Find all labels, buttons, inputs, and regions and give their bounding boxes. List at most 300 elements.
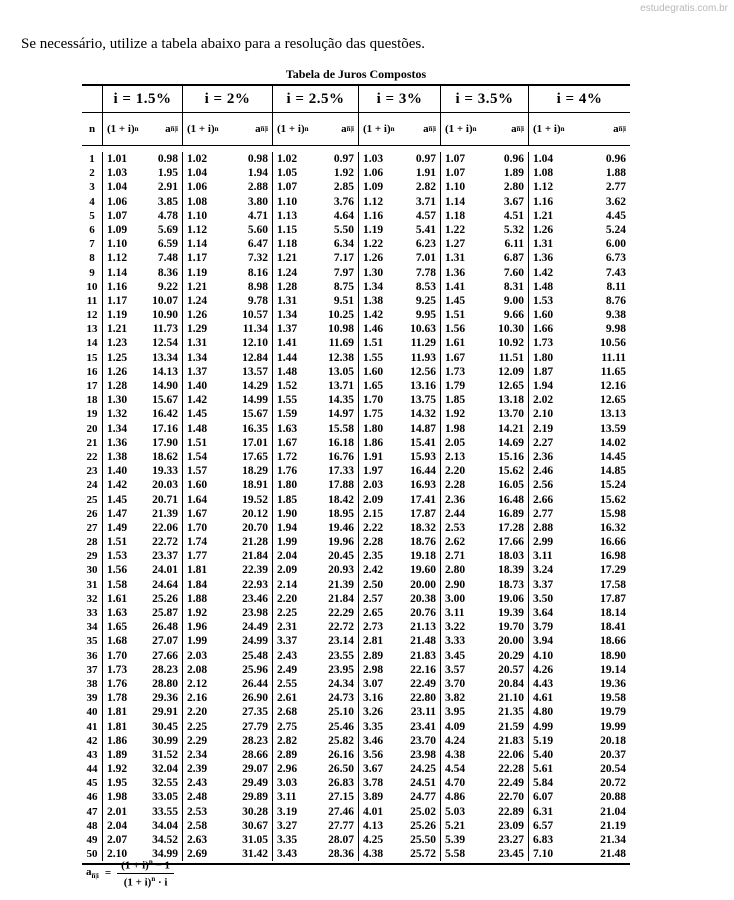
- n-cell: 18: [86, 394, 98, 407]
- factor-cell: 4.26: [533, 663, 554, 676]
- annuity-cell: 21.83: [410, 649, 436, 662]
- factor-cell: 5.19: [533, 734, 554, 747]
- annuity-cell: 27.66: [152, 649, 178, 662]
- annuity-cell: 10.90: [152, 309, 178, 322]
- annuity-cell: 10.98: [328, 323, 354, 336]
- factor-cell: 5.39: [445, 834, 466, 846]
- factor-cell: 3.64: [533, 607, 554, 619]
- annuity-cell: 28.07: [328, 834, 354, 846]
- factor-cell: 2.09: [277, 564, 298, 577]
- factor-cell: 1.14: [107, 266, 128, 279]
- factor-cell: 2.01: [107, 805, 128, 818]
- factor-cell: 1.66: [533, 323, 554, 336]
- n-cell: 7: [89, 238, 95, 251]
- annuity-cell: 21.19: [600, 819, 626, 832]
- annuity-cell: 21.84: [328, 592, 354, 605]
- annuity-cell: 20.00: [498, 635, 524, 648]
- annuity-header-sub: n̅|i: [346, 125, 354, 133]
- annuity-cell: 21.48: [410, 635, 436, 648]
- factor-cell: 4.01: [363, 805, 384, 818]
- factor-cell: 1.42: [533, 266, 554, 279]
- annuity-cell: 18.73: [498, 578, 524, 591]
- factor-cell: 3.37: [277, 635, 298, 648]
- annuity-cell: 11.93: [410, 351, 436, 364]
- annuity-cell: 22.29: [328, 607, 354, 619]
- annuity-cell: 11.65: [600, 365, 626, 378]
- factor-cell: 1.10: [445, 181, 466, 194]
- factor-cell: 1.96: [187, 621, 208, 634]
- column-header-group: [358, 113, 440, 145]
- annuity-cell: 17.29: [600, 564, 626, 577]
- annuity-cell: 14.21: [498, 422, 524, 435]
- factor-cell: 1.37: [187, 365, 208, 378]
- annuity-cell: 7.97: [333, 266, 354, 279]
- annuity-cell: 7.43: [605, 266, 626, 279]
- n-cell: 5: [89, 209, 95, 222]
- factor-cell: 1.02: [277, 153, 298, 165]
- n-cell: 2: [89, 167, 95, 180]
- factor-cell: 1.99: [277, 536, 298, 549]
- factor-cell: 1.70: [187, 521, 208, 534]
- factor-cell: 2.14: [277, 578, 298, 591]
- annuity-column: [398, 152, 440, 861]
- annuity-cell: 20.03: [152, 479, 178, 492]
- n-cell: 12: [86, 309, 98, 322]
- annuity-cell: 21.83: [498, 734, 524, 747]
- factor-cell: 1.85: [445, 394, 466, 407]
- annuity-cell: 4.57: [415, 209, 436, 222]
- factor-cell: 2.36: [445, 493, 466, 506]
- annuity-cell: 14.02: [600, 436, 626, 449]
- rate-column-group: [358, 152, 440, 861]
- factor-cell: 3.33: [445, 635, 466, 648]
- annuity-cell: 17.58: [600, 578, 626, 591]
- annuity-cell: 17.28: [498, 521, 524, 534]
- annuity-cell: 23.14: [328, 635, 354, 648]
- factor-cell: 1.53: [107, 550, 128, 563]
- factor-cell: 3.35: [277, 834, 298, 846]
- annuity-cell: 24.99: [242, 635, 268, 648]
- annuity-cell: 30.67: [242, 819, 268, 832]
- annuity-cell: 1.89: [503, 167, 524, 180]
- factor-cell: 3.70: [445, 677, 466, 690]
- annuity-cell: 33.05: [152, 791, 178, 804]
- annuity-cell: 16.18: [328, 436, 354, 449]
- factor-cell: 1.57: [187, 465, 208, 478]
- factor-cell: 1.95: [107, 777, 128, 790]
- annuity-header-label: a: [165, 123, 171, 135]
- factor-cell: 1.67: [445, 351, 466, 364]
- annuity-cell: 20.76: [410, 607, 436, 619]
- annuity-cell: 14.99: [242, 394, 268, 407]
- factor-cell: 2.81: [363, 635, 384, 648]
- annuity-header-sub: n̅|i: [428, 125, 436, 133]
- n-cell: 45: [86, 777, 98, 790]
- annuity-cell: 20.37: [600, 748, 626, 761]
- annuity-cell: 15.41: [410, 436, 436, 449]
- factor-cell: 1.55: [277, 394, 298, 407]
- n-cell: 13: [86, 323, 98, 336]
- factor-cell: 1.21: [533, 209, 554, 222]
- factor-cell: 2.42: [363, 564, 384, 577]
- factor-cell: 3.27: [277, 819, 298, 832]
- annuity-cell: 14.87: [410, 422, 436, 435]
- annuity-cell: 11.73: [152, 323, 178, 336]
- annuity-cell: 22.06: [152, 521, 178, 534]
- annuity-cell: 25.96: [242, 663, 268, 676]
- annuity-cell: 12.09: [498, 365, 524, 378]
- factor-cell: 1.12: [107, 252, 128, 265]
- rate-header: i = 3.5%: [440, 86, 528, 112]
- factor-column: [103, 152, 141, 861]
- annuity-cell: 23.11: [410, 706, 436, 719]
- annuity-cell: 3.71: [415, 195, 436, 208]
- factor-cell: 4.13: [363, 819, 384, 832]
- annuity-cell: 8.36: [157, 266, 178, 279]
- annuity-cell: 7.17: [333, 252, 354, 265]
- annuity-cell: 11.69: [328, 337, 354, 350]
- factor-cell: 1.72: [277, 450, 298, 463]
- factor-cell: 3.19: [277, 805, 298, 818]
- annuity-cell: 27.15: [328, 791, 354, 804]
- factor-cell: 3.45: [445, 649, 466, 662]
- annuity-cell: 6.11: [504, 238, 524, 251]
- n-cell: 29: [86, 550, 98, 563]
- factor-cell: 1.53: [533, 294, 554, 307]
- annuity-cell: 21.10: [498, 692, 524, 705]
- n-cell: 44: [86, 763, 98, 776]
- factor-cell: 1.47: [107, 507, 128, 520]
- n-cell: 11: [86, 294, 98, 307]
- factor-cell: 1.31: [445, 252, 466, 265]
- factor-cell: 1.41: [277, 337, 298, 350]
- annuity-cell: 18.03: [498, 550, 524, 563]
- n-cell: 36: [86, 649, 98, 662]
- factor-cell: 1.36: [445, 266, 466, 279]
- factor-header: [529, 113, 584, 145]
- annuity-cell: 25.02: [410, 805, 436, 818]
- factor-cell: 1.86: [363, 436, 384, 449]
- table-title: Tabela de Juros Compostos: [285, 67, 427, 81]
- n-cell: 10: [86, 280, 98, 293]
- annuity-cell: 5.24: [605, 223, 626, 236]
- factor-cell: 4.25: [363, 834, 384, 846]
- annuity-cell: 21.39: [152, 507, 178, 520]
- n-cell: 35: [86, 635, 98, 648]
- factor-cell: 2.61: [277, 692, 298, 705]
- annuity-cell: 27.79: [242, 720, 268, 733]
- annuity-cell: 4.51: [503, 209, 524, 222]
- annuity-cell: 34.99: [152, 848, 178, 861]
- annuity-cell: 17.16: [152, 422, 178, 435]
- factor-cell: 2.58: [187, 819, 208, 832]
- annuity-cell: 11.11: [601, 351, 626, 364]
- table-body: [82, 146, 630, 863]
- factor-cell: 1.28: [277, 280, 298, 293]
- factor-cell: 1.06: [363, 167, 384, 180]
- factor-header-label: (1 + i): [445, 123, 473, 135]
- factor-cell: 4.24: [445, 734, 466, 747]
- factor-cell: 2.10: [107, 848, 128, 861]
- annuity-cell: 29.91: [152, 706, 178, 719]
- annuity-cell: 24.77: [410, 791, 436, 804]
- factor-cell: 1.42: [187, 394, 208, 407]
- factor-cell: 2.28: [363, 536, 384, 549]
- factor-cell: 4.43: [533, 677, 554, 690]
- factor-cell: 3.24: [533, 564, 554, 577]
- factor-cell: 1.85: [277, 493, 298, 506]
- annuity-cell: 21.34: [600, 834, 626, 846]
- annuity-cell: 20.18: [600, 734, 626, 747]
- annuity-cell: 8.75: [333, 280, 354, 293]
- annuity-cell: 25.26: [152, 592, 178, 605]
- annuity-cell: 17.87: [600, 592, 626, 605]
- annuity-cell: 15.98: [600, 507, 626, 520]
- rate-header: i = 3%: [358, 86, 440, 112]
- annuity-cell: 27.46: [328, 805, 354, 818]
- annuity-cell: 9.66: [503, 309, 524, 322]
- annuity-cell: 15.62: [498, 465, 524, 478]
- intro-text: Se necessário, utilize a tabela abaixo para a resolução das questões.: [21, 36, 425, 52]
- factor-cell: 1.51: [187, 436, 208, 449]
- factor-cell: 2.63: [187, 834, 208, 846]
- rate-header-row: [82, 86, 630, 113]
- annuity-header-label: a: [613, 123, 619, 135]
- annuity-cell: 22.28: [498, 763, 524, 776]
- factor-header-exp: n: [304, 125, 309, 133]
- factor-cell: 1.76: [277, 465, 298, 478]
- annuity-cell: 18.66: [600, 635, 626, 648]
- factor-cell: 1.38: [107, 450, 128, 463]
- annuity-cell: 26.83: [328, 777, 354, 790]
- annuity-cell: 25.87: [152, 607, 178, 619]
- annuity-cell: 30.45: [152, 720, 178, 733]
- annuity-cell: 30.99: [152, 734, 178, 747]
- factor-cell: 1.65: [107, 621, 128, 634]
- factor-cell: 1.56: [107, 564, 128, 577]
- factor-header: [359, 113, 402, 145]
- formula-fraction: [117, 858, 174, 888]
- factor-cell: 6.07: [533, 791, 554, 804]
- rate-column-group: [272, 152, 358, 861]
- factor-cell: 1.09: [363, 181, 384, 194]
- annuity-cell: 18.39: [498, 564, 524, 577]
- annuity-cell: 24.34: [328, 677, 354, 690]
- factor-column: [441, 152, 487, 861]
- annuity-cell: 1.92: [333, 167, 354, 180]
- annuity-cell: 16.66: [600, 536, 626, 549]
- annuity-cell: 26.50: [328, 763, 354, 776]
- factor-cell: 1.01: [107, 153, 128, 165]
- factor-cell: 1.98: [445, 422, 466, 435]
- factor-cell: 2.57: [363, 592, 384, 605]
- annuity-cell: 16.32: [600, 521, 626, 534]
- factor-cell: 2.07: [107, 834, 128, 846]
- factor-cell: 2.71: [445, 550, 466, 563]
- annuity-header-label: a: [341, 123, 347, 135]
- factor-cell: 1.25: [107, 351, 128, 364]
- factor-cell: 1.21: [187, 280, 208, 293]
- factor-cell: 2.09: [363, 493, 384, 506]
- column-header-row: [82, 113, 630, 146]
- factor-cell: 3.89: [363, 791, 384, 804]
- factor-cell: 1.29: [187, 323, 208, 336]
- annuity-cell: 24.64: [152, 578, 178, 591]
- factor-cell: 2.19: [533, 422, 554, 435]
- factor-cell: 1.81: [107, 720, 128, 733]
- annuity-cell: 18.62: [152, 450, 178, 463]
- factor-cell: 1.03: [107, 167, 128, 180]
- annuity-cell: 9.00: [503, 294, 524, 307]
- factor-cell: 1.10: [107, 238, 128, 251]
- annuity-cell: 32.04: [152, 763, 178, 776]
- annuity-cell: 25.82: [328, 734, 354, 747]
- factor-cell: 1.51: [363, 337, 384, 350]
- factor-cell: 2.73: [363, 621, 384, 634]
- annuity-cell: 12.65: [600, 394, 626, 407]
- annuity-cell: 10.92: [498, 337, 524, 350]
- factor-cell: 3.03: [277, 777, 298, 790]
- rate-column-group: [528, 152, 630, 861]
- factor-cell: 1.86: [107, 734, 128, 747]
- annuity-cell: 15.67: [242, 408, 268, 421]
- factor-cell: 2.53: [445, 521, 466, 534]
- factor-cell: 2.46: [533, 465, 554, 478]
- factor-cell: 2.03: [187, 649, 208, 662]
- factor-cell: 1.60: [363, 365, 384, 378]
- factor-cell: 1.22: [363, 238, 384, 251]
- annuity-cell: 25.46: [328, 720, 354, 733]
- annuity-cell: 25.72: [410, 848, 436, 861]
- factor-cell: 1.34: [107, 422, 128, 435]
- annuity-cell: 16.93: [410, 479, 436, 492]
- column-header-group: [440, 113, 528, 145]
- factor-cell: 1.02: [187, 153, 208, 165]
- annuity-cell: 11.51: [498, 351, 524, 364]
- annuity-cell: 20.54: [600, 763, 626, 776]
- column-header-group: [182, 113, 272, 145]
- factor-cell: 4.38: [445, 748, 466, 761]
- n-cell: 27: [86, 521, 98, 534]
- annuity-formula: [86, 858, 174, 888]
- annuity-cell: 21.28: [242, 536, 268, 549]
- annuity-cell: 19.60: [410, 564, 436, 577]
- annuity-cell: 25.10: [328, 706, 354, 719]
- factor-cell: 6.57: [533, 819, 554, 832]
- factor-cell: 1.63: [107, 607, 128, 619]
- annuity-cell: 10.07: [152, 294, 178, 307]
- factor-cell: 1.36: [533, 252, 554, 265]
- annuity-cell: 18.41: [600, 621, 626, 634]
- annuity-cell: 15.58: [328, 422, 354, 435]
- factor-cell: 1.04: [107, 181, 128, 194]
- annuity-cell: 19.58: [600, 692, 626, 705]
- n-cell: 42: [86, 734, 98, 747]
- factor-cell: 2.82: [277, 734, 298, 747]
- factor-cell: 3.79: [533, 621, 554, 634]
- factor-cell: 1.75: [363, 408, 384, 421]
- annuity-cell: 16.76: [328, 450, 354, 463]
- annuity-cell: 15.67: [152, 394, 178, 407]
- annuity-cell: 22.16: [410, 663, 436, 676]
- factor-cell: 1.27: [445, 238, 466, 251]
- annuity-cell: 18.95: [328, 507, 354, 520]
- factor-cell: 1.23: [107, 337, 128, 350]
- factor-cell: 1.90: [277, 507, 298, 520]
- annuity-cell: 6.59: [157, 238, 178, 251]
- n-cell: 23: [86, 465, 98, 478]
- annuity-cell: 14.69: [498, 436, 524, 449]
- factor-header-label: (1 + i): [277, 123, 305, 135]
- annuity-cell: 20.00: [410, 578, 436, 591]
- factor-cell: 1.42: [363, 309, 384, 322]
- n-cell: 34: [86, 621, 98, 634]
- factor-cell: 1.88: [187, 592, 208, 605]
- n-cell: 4: [89, 195, 95, 208]
- factor-cell: 2.62: [445, 536, 466, 549]
- annuity-cell: 3.85: [157, 195, 178, 208]
- annuity-cell: 0.98: [247, 153, 268, 165]
- annuity-cell: 14.35: [328, 394, 354, 407]
- annuity-cell: 12.54: [152, 337, 178, 350]
- formula-equals: =: [104, 867, 112, 880]
- annuity-cell: 15.93: [410, 450, 436, 463]
- factor-cell: 1.60: [187, 479, 208, 492]
- factor-cell: 2.22: [363, 521, 384, 534]
- rate-header: i = 2.5%: [272, 86, 358, 112]
- annuity-cell: 18.90: [600, 649, 626, 662]
- factor-cell: 2.25: [187, 720, 208, 733]
- annuity-cell: 26.48: [152, 621, 178, 634]
- factor-cell: 2.48: [187, 791, 208, 804]
- factor-cell: 1.46: [363, 323, 384, 336]
- n-cell: 8: [89, 252, 95, 265]
- annuity-cell: 2.77: [605, 181, 626, 194]
- annuity-cell: 9.25: [415, 294, 436, 307]
- factor-cell: 4.70: [445, 777, 466, 790]
- n-cell: 43: [86, 748, 98, 761]
- factor-cell: 2.28: [445, 479, 466, 492]
- factor-cell: 1.67: [277, 436, 298, 449]
- annuity-cell: 23.41: [410, 720, 436, 733]
- n-cell: 38: [86, 677, 98, 690]
- annuity-cell: 15.24: [600, 479, 626, 492]
- n-cell: 30: [86, 564, 98, 577]
- factor-cell: 1.38: [363, 294, 384, 307]
- factor-cell: 1.19: [187, 266, 208, 279]
- factor-column: [273, 152, 314, 861]
- factor-cell: 1.26: [107, 365, 128, 378]
- annuity-cell: 25.50: [410, 834, 436, 846]
- n-cell: 6: [89, 223, 95, 236]
- factor-cell: 5.61: [533, 763, 554, 776]
- annuity-cell: 28.36: [328, 848, 354, 861]
- n-cell: 48: [86, 819, 98, 832]
- factor-cell: 1.07: [277, 181, 298, 194]
- n-cell: 33: [86, 607, 98, 619]
- factor-cell: 2.25: [277, 607, 298, 619]
- factor-cell: 2.10: [533, 408, 554, 421]
- factor-cell: 1.04: [533, 153, 554, 165]
- annuity-cell: 8.76: [605, 294, 626, 307]
- factor-cell: 3.11: [445, 607, 465, 619]
- annuity-cell: 11.29: [410, 337, 436, 350]
- annuity-cell: 25.26: [410, 819, 436, 832]
- annuity-column: [314, 152, 358, 861]
- annuity-cell: 19.18: [410, 550, 436, 563]
- factor-cell: 1.63: [277, 422, 298, 435]
- factor-cell: 1.17: [187, 252, 208, 265]
